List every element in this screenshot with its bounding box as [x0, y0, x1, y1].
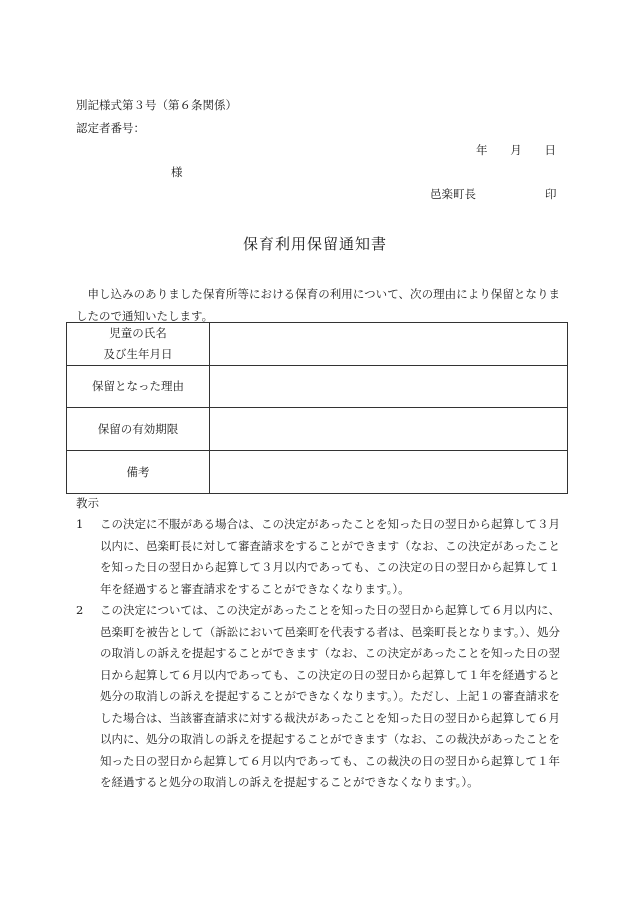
reason-label: 保留となった理由	[67, 366, 210, 408]
birthdate-label: 及び生年月日	[103, 347, 173, 361]
document-title: 保育利用保留通知書	[242, 235, 387, 253]
seal-mark: 印	[545, 187, 557, 201]
list-item	[76, 600, 560, 794]
date-month-label: 月	[510, 143, 522, 157]
validity-label: 保留の有効期限	[67, 408, 210, 451]
remarks-label: 備考	[67, 451, 210, 494]
notice-item-text: この決定に不服がある場合は、この決定があったことを知った日の翌日から起算して３月以内に、邑楽町長に対して審査請求をすることができます（なお、この決定があったことを知った日の翌日から起算して３月以内であっても、この決定の日の翌日から起算して１年を経過すると審査請求をすることができなくなります。）。	[100, 517, 560, 596]
info-table	[66, 322, 568, 494]
notice-item-number: 2	[76, 603, 84, 617]
form-number-label: 別記様式第３号（第６条関係）	[76, 98, 237, 112]
notice-heading: 教示	[76, 496, 99, 510]
notice-item-number: 1	[76, 517, 84, 531]
date-year-label: 年	[476, 143, 488, 157]
list-item	[76, 514, 560, 600]
child-name-label: 児童の氏名	[109, 326, 167, 340]
table-row-label	[67, 323, 210, 366]
remarks-value	[210, 451, 568, 494]
table-row	[67, 323, 568, 366]
issuer-title: 邑楽町長	[430, 187, 476, 201]
date-day-label: 日	[544, 143, 556, 157]
table-row	[67, 451, 568, 494]
certification-number-label: 認定者番号：	[76, 121, 145, 135]
table-row	[67, 408, 568, 451]
child-name-value	[210, 323, 568, 366]
table-row	[67, 366, 568, 408]
intro-paragraph: 申し込みのありました保育所等における保育の利用について、次の理由により保留となりましたので通知いたします。	[76, 287, 560, 323]
notice-item-text: この決定については、この決定があったことを知った日の翌日から起算して６月以内に、邑楽町を被告として（訴訟において邑楽町を代表する者は、邑楽町長となります。）、処分の取消しの訴えを提起することができます（なお、この決定があったことを知った日の翌日から起算して６月以内であっても、この決定の日の翌日から起算して１年を経過すると処分の取消しの訴えを提起することができなくなります。）。ただし、上記１の審査請求をした場合は、当該審査請求に対する裁決があったことを知った日の翌日から起算して６月以内に、処分の取消しの訴えを提起することができます（なお、この裁決があったことを知った日の翌日から起算して６月以内であっても、この裁決の日の翌日から起算して１年を経過すると処分の取消しの訴えを提起することができなくなります。）。	[100, 603, 560, 789]
addressee-suffix: 様	[171, 165, 183, 179]
reason-value	[210, 366, 568, 408]
notice-list	[76, 514, 560, 794]
validity-value	[210, 408, 568, 451]
date-line	[476, 142, 556, 158]
